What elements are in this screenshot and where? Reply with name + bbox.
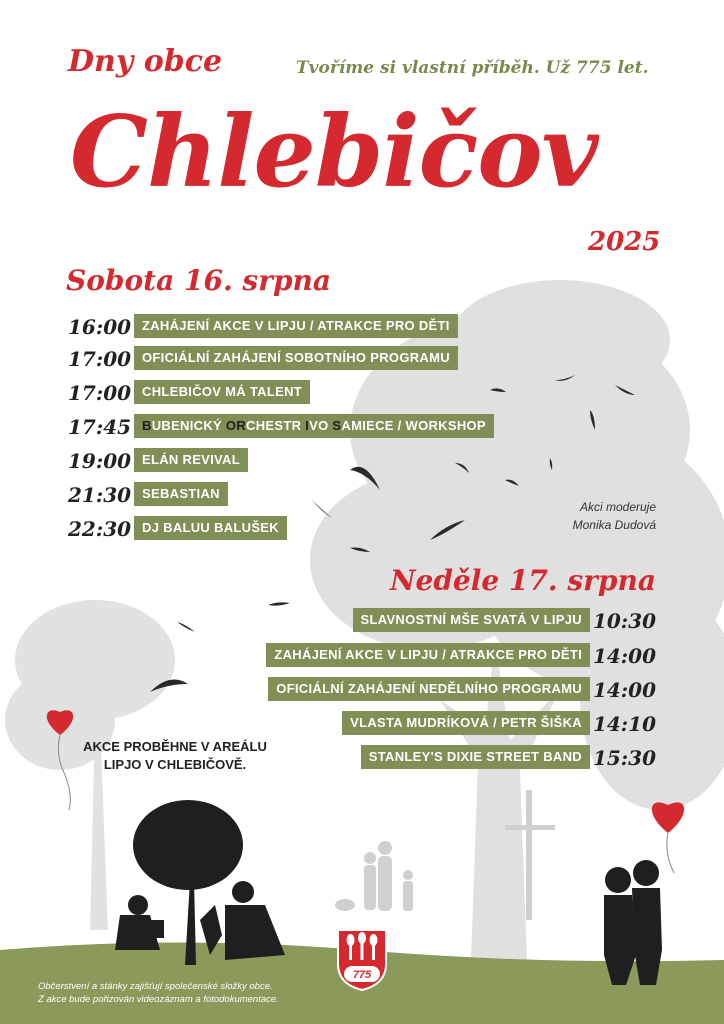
event-label: SEBASTIAN xyxy=(134,482,228,506)
event-time: 10:30 xyxy=(592,609,656,633)
schedule-row xyxy=(236,643,656,669)
event-label: DJ BALUU BALUŠEK xyxy=(134,516,287,540)
event-time: 14:00 xyxy=(592,644,656,668)
event-time: 17:00 xyxy=(68,381,132,405)
pre-title: Dny obce xyxy=(68,44,223,79)
event-time: 17:00 xyxy=(68,347,132,371)
event-label: ZAHÁJENÍ AKCE V LIPJU / ATRAKCE PRO DĚTI xyxy=(134,314,458,338)
event-label: BUBENICKÝ ORCHESTR IVO SAMIECE / WORKSHOP xyxy=(134,414,494,438)
event-time: 17:45 xyxy=(68,415,132,439)
venue-line: LIPJO V CHLEBIČOVĚ. xyxy=(103,757,247,772)
schedule-row xyxy=(236,711,656,737)
event-label: OFICIÁLNÍ ZAHÁJENÍ SOBOTNÍHO PROGRAMU xyxy=(134,346,458,370)
event-label: ZAHÁJENÍ AKCE V LIPJU / ATRAKCE PRO DĚTI xyxy=(266,643,590,667)
moderator-name: Monika Dudová xyxy=(572,518,656,532)
footer-line: Občerstvení a stánky zajišťují společenské složky obce. xyxy=(38,981,273,992)
event-time: 16:00 xyxy=(68,315,132,339)
event-time: 14:10 xyxy=(592,712,656,736)
event-label: STANLEY'S DIXIE STREET BAND xyxy=(361,745,590,769)
event-time: 22:30 xyxy=(68,517,132,541)
year: 2025 xyxy=(588,227,661,257)
footer-line: Z akce bude pořizován videozáznam a fotodokumentace. xyxy=(38,994,279,1005)
moderator-label: Akci moderuje xyxy=(579,500,656,514)
event-label: VLASTA MUDRÍKOVÁ / PETR ŠIŠKA xyxy=(342,711,590,735)
schedule-row xyxy=(236,677,656,703)
saturday-heading: Sobota 16. srpna xyxy=(66,264,332,297)
page-title: Chlebičov xyxy=(70,95,598,210)
moderator-note xyxy=(476,498,656,534)
event-label: CHLEBIČOV MÁ TALENT xyxy=(134,380,310,404)
sunday-heading: Neděle 17. srpna xyxy=(389,564,656,597)
schedule-row xyxy=(236,745,656,771)
venue-note xyxy=(70,738,280,774)
motto: Tvoříme si vlastní příběh. Už 775 let. xyxy=(296,58,649,78)
event-label: OFICIÁLNÍ ZAHÁJENÍ NEDĚLNÍHO PROGRAMU xyxy=(268,677,590,701)
venue-line: AKCE PROBĚHNE V AREÁLU xyxy=(83,739,267,754)
event-time: 14:00 xyxy=(592,678,656,702)
event-time: 21:30 xyxy=(68,483,132,507)
event-time: 15:30 xyxy=(592,746,656,770)
coat-of-arms-icon xyxy=(336,928,388,992)
emblem-number: 775 xyxy=(352,969,372,981)
event-label: ELÁN REVIVAL xyxy=(134,448,248,472)
event-time: 19:00 xyxy=(68,449,132,473)
event-label: SLAVNOSTNÍ MŠE SVATÁ V LIPJU xyxy=(353,608,590,632)
schedule-row xyxy=(236,608,656,634)
footer-note xyxy=(38,980,328,1006)
